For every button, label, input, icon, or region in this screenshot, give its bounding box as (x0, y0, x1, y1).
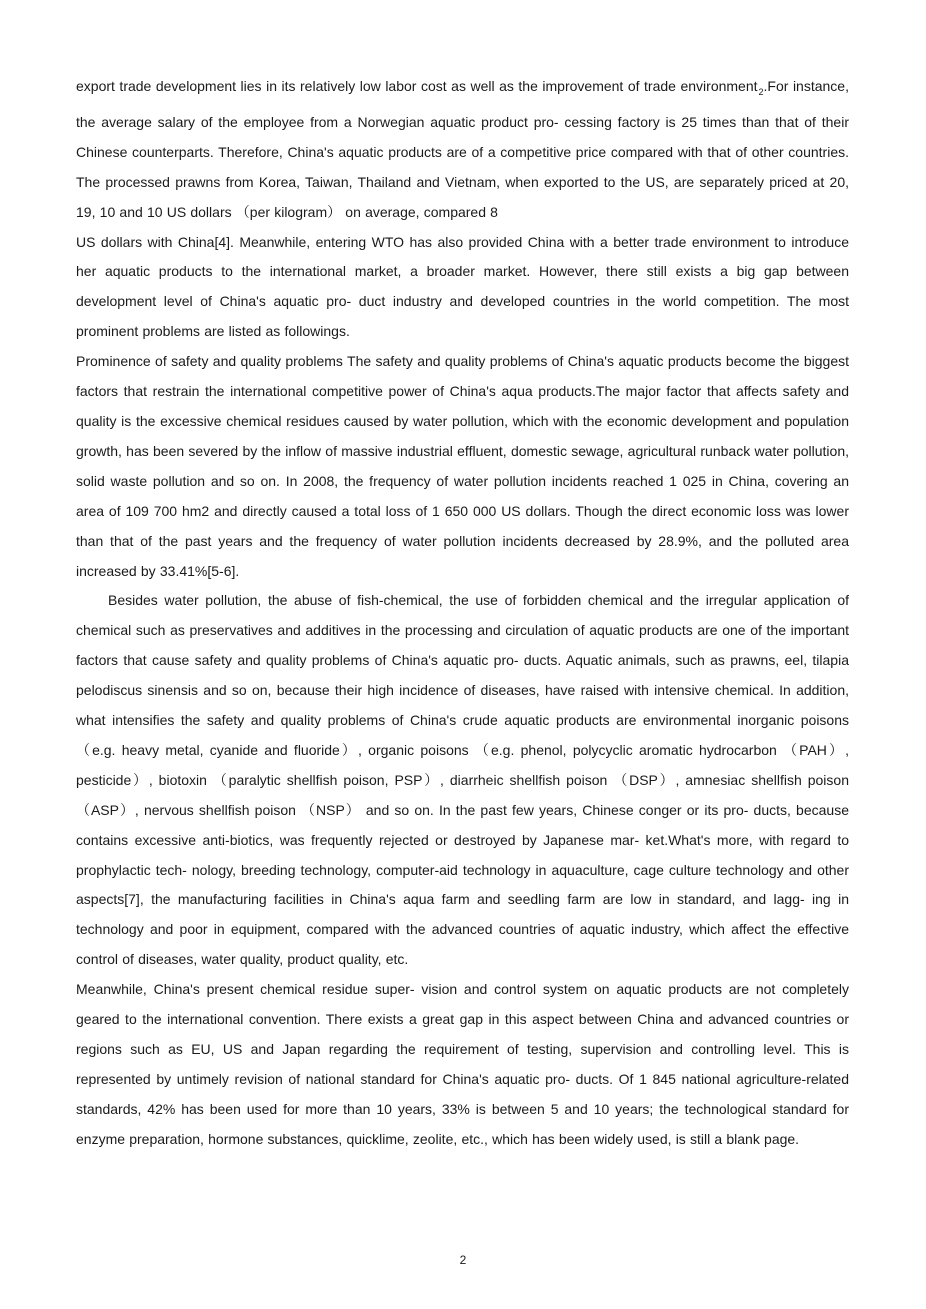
page-number: 2 (459, 1253, 467, 1267)
paragraph-supervision-system: Meanwhile, China's present chemical residue super- vision and control system on aquatic products are not completely geared to the international convention. There exists a great gap in this aspect between China and advanced countries or regions such as EU, US and Japan regarding the requirement of testing, supervision and controlling level. This is represented by untimely revision of national standard for China's aquatic pro- ducts. Of 1 845 national agriculture-related standards, 42% has been used for more than 10 years, 33% is between 5 and 10 years; the technological standard for enzyme preparation, hormone substances, quicklime, zeolite, etc., which has been widely used, is still a blank page. (76, 981, 849, 1147)
paragraph-export-trade-continued: .For instance, the average salary of the employee from a Norwegian aquatic product pro- cessing factory is 25 times than that of their Chinese counterparts. Therefore, China's aquatic products are of a competitive price compared with that of other countries. The processed prawns from Korea, Taiwan, Thailand and Vietnam, when exported to the US, are separately priced at 20, 19, 10 and 10 US dollars （per kilogram） on average, compared 8 (76, 78, 849, 220)
paragraph-export-trade-text: export trade development lies in its relatively low labor cost as well as the improvement of trade environment (76, 78, 758, 94)
subscript-marker: 2 (758, 87, 764, 97)
paragraph-wto: US dollars with China[4]. Meanwhile, entering WTO has also provided China with a better trade environment to introduce her aquatic products to the international market, a broader market. However, there still exists a big gap between development level of China's aquatic pro- duct industry and developed countries in the world competition. The most prominent problems are listed as followings. (76, 233, 849, 340)
paragraph-chemical-abuse: Besides water pollution, the abuse of fish-chemical, the use of forbidden chemical and the irregular application of chemical such as preservatives and additives in the processing and circulation of aquatic products are one of the important factors that cause safety and quality problems of China's aquatic pro- ducts. Aquatic animals, such as prawns, eel, tilapia pelodiscus sinensis and so on, because their high incidence of diseases, have raised with intensive chemical. In addition, what intensifies the safety and quality problems of China's crude aquatic products are environmental inorganic poisons （e.g. heavy metal, cyanide and fluoride）, organic poisons （e.g. phenol, polycyclic aromatic hydrocarbon （PAH）, pesticide）, biotoxin （paralytic shellfish poison, PSP）, diarrheic shellfish poison （DSP）, amnesiac shellfish poison （ASP）, nervous shellfish poison （NSP） and so on. In the past few years, Chinese conger or its pro- ducts, because contains excessive anti-biotics, was frequently rejected or destroyed by Japanese mar- ket.What's more, with regard to prophylactic tech- nology, breeding technology, computer-aid technology in aquaculture, cage culture technology and other aspects[7], the manufacturing facilities in China's aqua farm and seedling farm are low in standard, and lagg- ing in technology and poor in equipment, compared with the advanced countries of aquatic industry, which affect the effective control of diseases, water quality, product quality, etc. (76, 592, 849, 968)
paragraph-export-trade (76, 72, 849, 228)
paragraph-safety-quality: Prominence of safety and quality problems The safety and quality problems of China's aquatic products become the biggest factors that restrain the international competitive power of China's aqua products.The major factor that affects safety and quality is the excessive chemical residues caused by water pollution, which with the economic development and population growth, has been severed by the inflow of massive industrial effluent, domestic sewage, agricultural runback water pollution, solid waste pollution and so on. In 2008, the frequency of water pollution incidents reached 1 025 in China, covering an area of 109 700 hm2 and directly caused a total loss of 1 650 000 US dollars. Though the direct economic loss was lower than that of the past years and the frequency of water pollution incidents decreased by 28.9%, and the polluted area increased by 33.41%[5-6]. (76, 353, 849, 579)
document-body (76, 72, 849, 1155)
